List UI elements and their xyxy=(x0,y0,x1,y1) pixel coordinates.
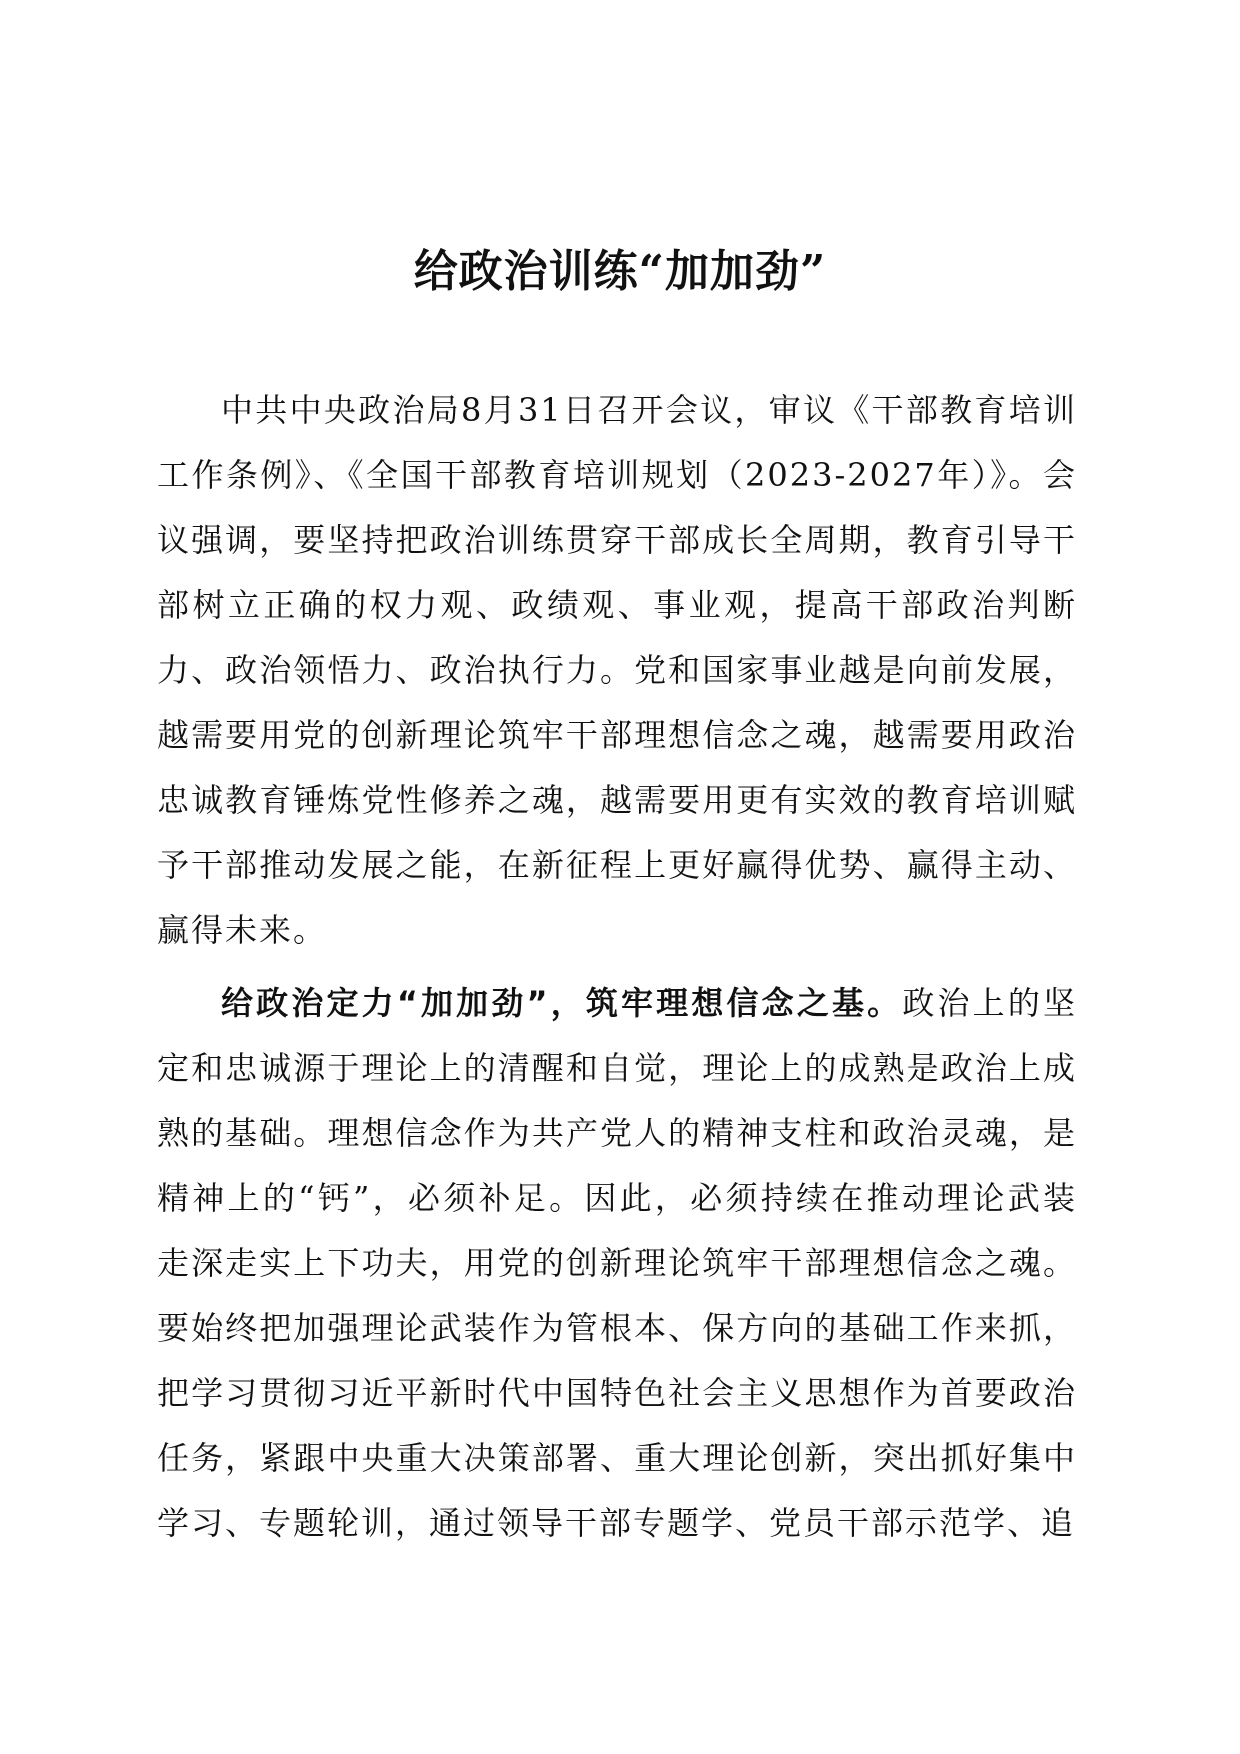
document-body xyxy=(157,378,1077,1556)
paragraph-political-stability-text: 政治上的坚定和忠诚源于理论上的清醒和自觉，理论上的成熟是政治上成熟的基础。理想信念作为共产党人的精神支柱和政治灵魂，是精神上的“钙”，必须补足。因此，必须持续在推动理论武装走深走实上下功夫，用党的创新理论筑牢干部理想信念之魂。要始终把加强理论武装作为管根本、保方向的基础工作来抓，把学习贯彻习近平新时代中国特色社会主义思想作为首要政治任务，紧跟中央重大决策部署、重大理论创新，突出抓好集中学习、专题轮训，通过领导干部专题学、党员干部示范学、追 xyxy=(157,984,1077,1542)
paragraph-intro xyxy=(157,378,1077,963)
document-title: 给政治训练“加加劲” xyxy=(413,246,827,297)
paragraph-intro-text: 中共中央政治局8月31日召开会议，审议《干部教育培训工作条例》、《全国干部教育培训规划（2023-2027年）》。会议强调，要坚持把政治训练贯穿干部成长全周期，教育引导干部树立正确的权力观、政绩观、事业观，提高干部政治判断力、政治领悟力、政治执行力。党和国家事业越是向前发展，越需要用党的创新理论筑牢干部理想信念之魂，越需要用政治忠诚教育锤炼党性修养之魂，越需要用更有实效的教育培训赋予干部推动发展之能，在新征程上更好赢得优势、赢得主动、赢得未来。 xyxy=(157,391,1077,949)
paragraph-political-stability xyxy=(157,971,1077,1556)
paragraph-political-stability-lead: 给政治定力“加加劲”，筑牢理想信念之基。 xyxy=(221,984,903,1022)
